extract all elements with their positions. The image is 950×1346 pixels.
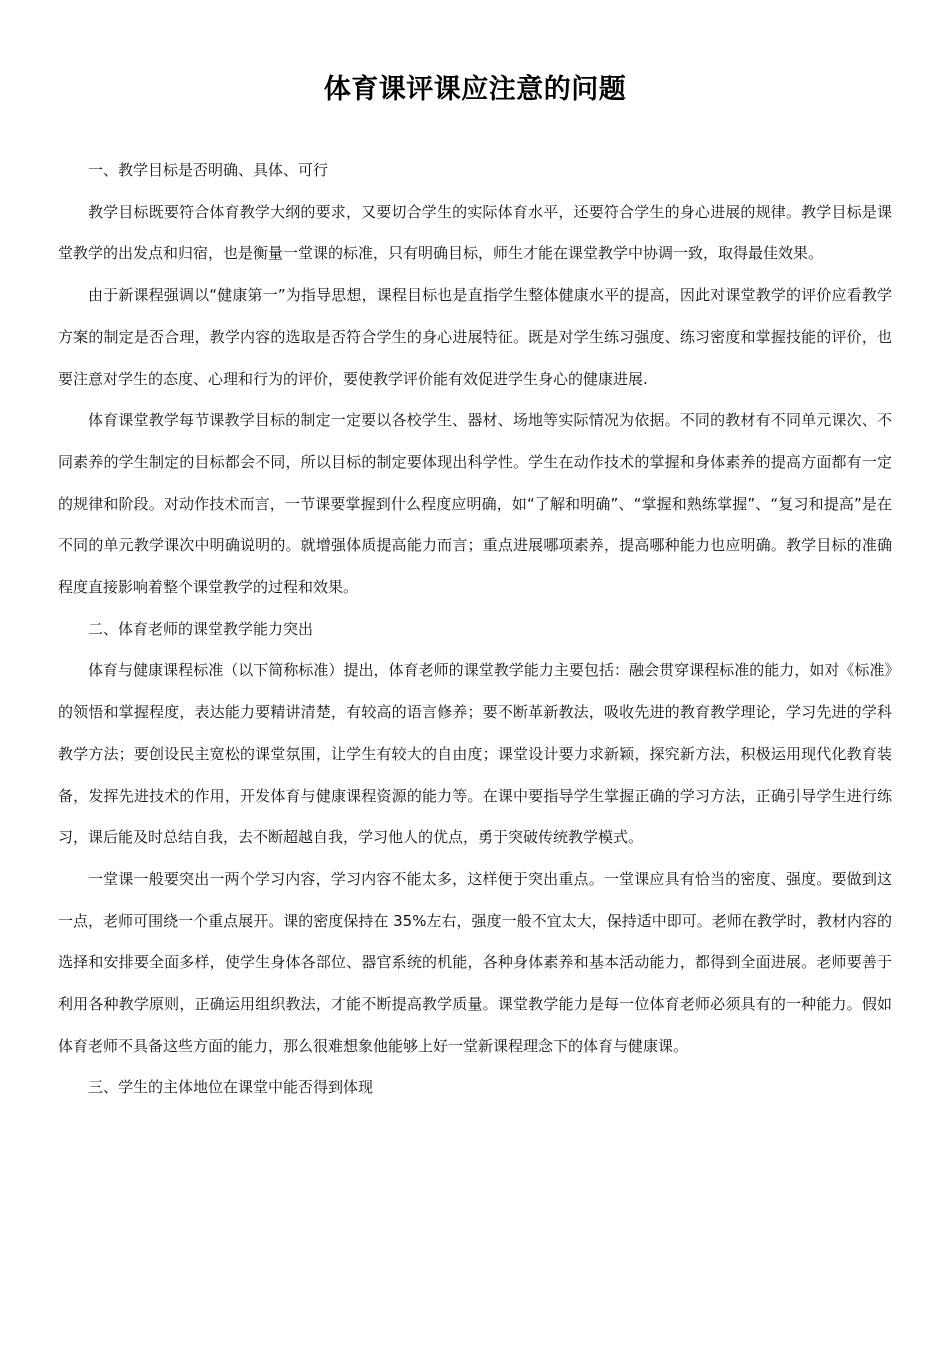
paragraph: 教学目标既要符合体育教学大纲的要求，又要切合学生的实际体育水平，还要符合学生的身心进展的规律。教学目标是课堂教学的出发点和归宿，也是衡量一堂课的标准，只有明确目标，师生才能在课堂教学中协调一致，取得最佳效果。 bbox=[58, 202, 892, 263]
paragraph: 一堂课一般要突出一两个学习内容，学习内容不能太多，这样便于突出重点。一堂课应具有恰当的密度、强度。要做到这一点，老师可围绕一个重点展开。课的密度保持在 35%左右，强度一般不宜太大，保持适中即可。老师在教学时，教材内容的选择和安排要全面多样，使学生身体各部位、器官系统的机能，各种身体素养和基本活动能力，都得到全面进展。老师要善于利用各种教学原则，正确运用组织教法，才能不断提高教学质量。课堂教学能力是每一位体育老师必须具有的一种能力。假如体育老师不具备这些方面的能力，那么很难想象他能够上好一堂新课程理念下的体育与健康课。 bbox=[58, 869, 892, 1055]
section-heading-1: 一、教学目标是否明确、具体、可行 bbox=[88, 161, 329, 179]
section-heading-2: 二、体育老师的课堂教学能力突出 bbox=[88, 619, 314, 638]
paragraph: 体育课堂教学每节课教学目标的制定一定要以各校学生、器材、场地等实际情况为依据。不同的教材有不同单元课次、不同素养的学生制定的目标都会不同，所以目标的制定要体现出科学性。学生在动作技术的掌握和身体素养的提高方面都有一定的规律和阶段。对动作技术而言，一节课要掌握到什么程度应明确，如“了解和明确”、“掌握和熟练掌握”、“复习和提高”是在不同的单元教学课次中明确说明的。就增强体质提高能力而言；重点进展哪项素养，提高哪种能力也应明确。教学目标的准确程度直接影响着整个课堂教学的过程和效果。 bbox=[58, 411, 892, 597]
document-title: 体育课评课应注意的问题 bbox=[323, 74, 627, 105]
paragraph: 体育与健康课程标准（以下简称标准）提出，体育老师的课堂教学能力主要包括：融会贯穿课程标准的能力，如对《标准》的领悟和掌握程度，表达能力要精讲清楚，有较高的语言修养；要不断革新教法，吸收先进的教育教学理论，学习先进的学科教学方法；要创设民主宽松的课堂氛围，让学生有较大的自由度；课堂设计要力求新颖，探究新方法，积极运用现代化教育装备，发挥先进技术的作用，开发体育与健康课程资源的能力等。在课中要指导学生掌握正确的学习方法，正确引导学生进行练习，课后能及时总结自我，去不断超越自我，学习他人的优点，勇于突破传统教学模式。 bbox=[58, 661, 892, 847]
paragraph: 由于新课程强调以“健康第一”为指导思想，课程目标也是直指学生整体健康水平的提高，因此对课堂教学的评价应看教学方案的制定是否合理，教学内容的选取是否符合学生的身心进展特征。既是对学生练习强度、练习密度和掌握技能的评价，也要注意对学生的态度、心理和行为的评价，要使教学评价能有效促进学生身心的健康进展. bbox=[58, 286, 892, 388]
document-body bbox=[58, 150, 892, 1109]
section-heading-3: 三、学生的主体地位在课堂中能否得到体现 bbox=[88, 1078, 374, 1097]
